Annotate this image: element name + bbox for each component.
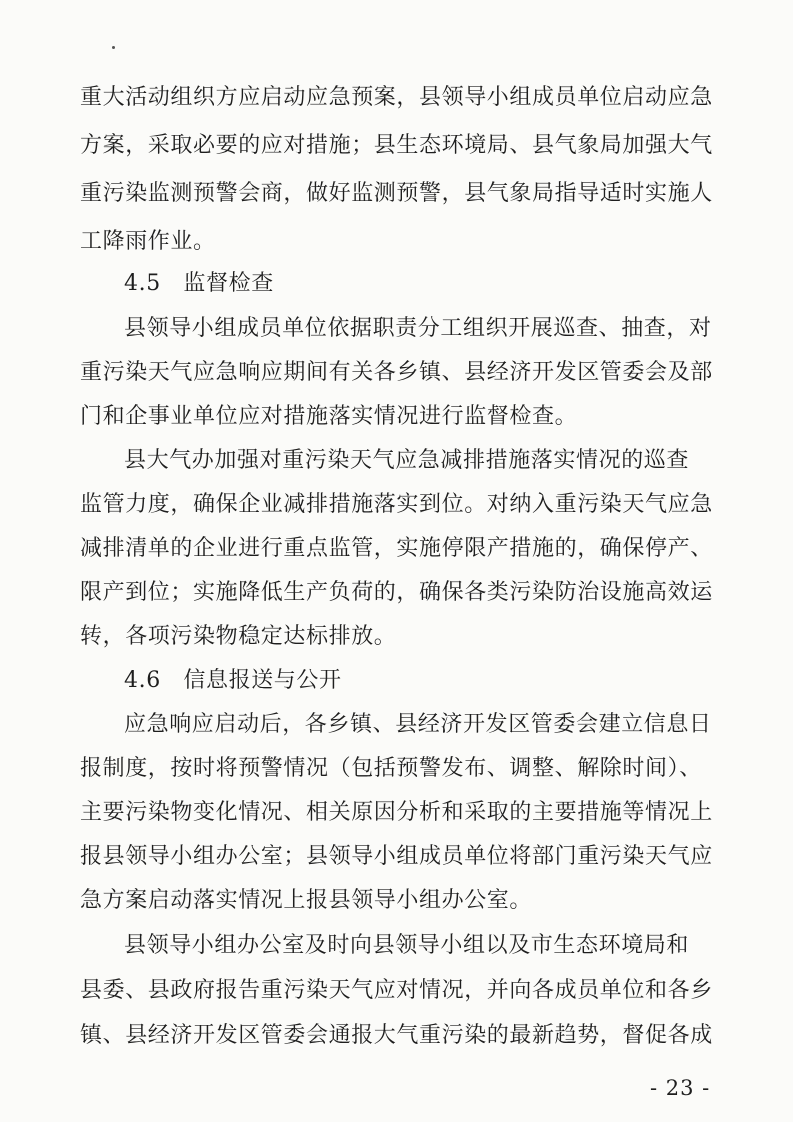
text-line: 限产到位；实施降低生产负荷的，确保各类污染防治设施高效运 [80, 580, 713, 605]
text-line: 转，各项污染物稳定达标排放。 [80, 624, 397, 649]
text-line: 减排清单的企业进行重点监管，实施停限产措施的，确保停产、 [80, 536, 713, 561]
text-line: 门和企事业单位应对措施落实情况进行监督检查。 [80, 404, 578, 429]
text-line: 重污染天气应急响应期间有关各乡镇、县经济开发区管委会及部 [80, 360, 713, 385]
scan-speck [112, 46, 115, 49]
text-line: 县委、县政府报告重污染天气应对情况，并向各成员单位和各乡 [80, 978, 713, 1003]
text-line: 主要污染物变化情况、相关原因分析和采取的主要措施等情况上 [80, 800, 713, 825]
text-line: 镇、县经济开发区管委会通报大气重污染的最新趋势，督促各成 [80, 1023, 713, 1048]
text-line: 方案，采取必要的应对措施；县生态环境局、县气象局加强大气 [80, 133, 713, 158]
text-line: 县大气办加强对重污染天气应急减排措施落实情况的巡查 [124, 448, 690, 473]
section-heading-4-6: 4.6 信息报送与公开 [124, 668, 342, 693]
text-line: 县领导小组成员单位依据职责分工组织开展巡查、抽查，对 [124, 316, 712, 341]
text-line: 急方案启动落实情况上报县领导小组办公室。 [80, 888, 533, 913]
text-line: 监管力度，确保企业减排措施落实到位。对纳入重污染天气应急 [80, 492, 713, 517]
text-line: 工降雨作业。 [80, 229, 216, 254]
section-heading-4-5: 4.5 监督检查 [124, 271, 274, 296]
text-line: 重大活动组织方应启动应急预案，县领导小组成员单位启动应急 [80, 85, 713, 110]
text-line: 报制度，按时将预警情况（包括预警发布、调整、解除时间）、 [80, 756, 702, 781]
text-line: 报县领导小组办公室；县领导小组成员单位将部门重污染天气应 [80, 844, 713, 869]
text-line: 重污染监测预警会商，做好监测预警，县气象局指导适时实施人 [80, 181, 713, 206]
page-number: - 23 - [650, 1076, 711, 1100]
text-line: 应急响应启动后，各乡镇、县经济开发区管委会建立信息日 [124, 712, 712, 737]
text-line: 县领导小组办公室及时向县领导小组以及市生态环境局和 [124, 933, 690, 958]
